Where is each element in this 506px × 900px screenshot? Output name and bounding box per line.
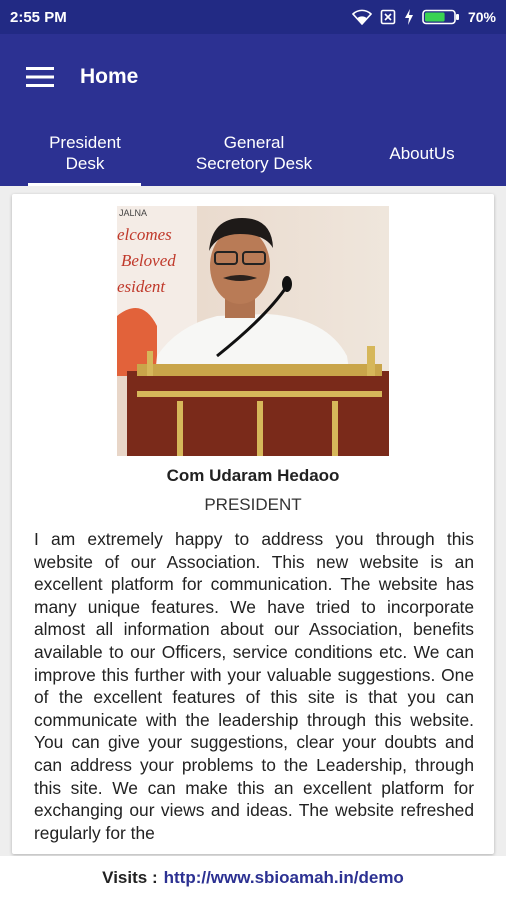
page-title: Home xyxy=(80,65,139,88)
tab-selected-indicator xyxy=(28,183,141,186)
charging-icon xyxy=(404,9,414,25)
president-name: Com Udaram Hedaoo xyxy=(166,466,340,485)
battery-percent: 70% xyxy=(467,9,496,25)
banner-text-1: JALNA xyxy=(119,208,148,218)
banner-text-3: Beloved xyxy=(121,251,176,270)
tab-label: AboutUs xyxy=(389,143,455,163)
president-message-card[interactable] xyxy=(12,194,494,854)
battery-icon xyxy=(422,9,460,25)
banner-text-2: elcomes xyxy=(117,225,172,244)
banner-text-4: esident xyxy=(117,277,166,296)
president-message-text: I am extremely happy to address you through this website of our Association. This new website is an excellent platform for communication. The website has many unique features. We have tried to incorporate almost all information about our Association, benefits available to our Officers, service conditions etc. We can improve this further with your valuable suggestions. One of the excellent features of this site is that you can communicate with the leadership through this website. You can give your suggestions, clear your doubts and can address your problems to the Leadership, through this site. We can make this an excellent platform for exchanging our views and ideas. The website refreshed regularly for the xyxy=(34,529,474,843)
wifi-icon xyxy=(352,9,372,25)
tab-bar xyxy=(0,120,506,186)
sim-off-icon xyxy=(380,9,396,25)
status-bar xyxy=(0,0,506,34)
tab-label: General Secretory Desk xyxy=(195,133,313,173)
menu-button[interactable] xyxy=(0,34,80,120)
status-time: 2:55 PM xyxy=(10,8,67,26)
website-link[interactable]: http://www.sbioamah.in/demo xyxy=(163,868,404,887)
footer xyxy=(0,856,506,900)
president-photo xyxy=(117,206,389,456)
president-designation: PRESIDENT xyxy=(204,495,302,514)
tab-president-desk[interactable] xyxy=(0,120,170,186)
tab-general-secretory-desk[interactable] xyxy=(170,120,338,186)
app-bar xyxy=(0,34,506,120)
status-icons xyxy=(352,9,496,25)
hamburger-menu-icon xyxy=(26,66,54,88)
tab-about-us[interactable] xyxy=(338,120,506,186)
footer-label: Visits : xyxy=(102,868,158,887)
tab-label: President Desk xyxy=(49,133,121,173)
